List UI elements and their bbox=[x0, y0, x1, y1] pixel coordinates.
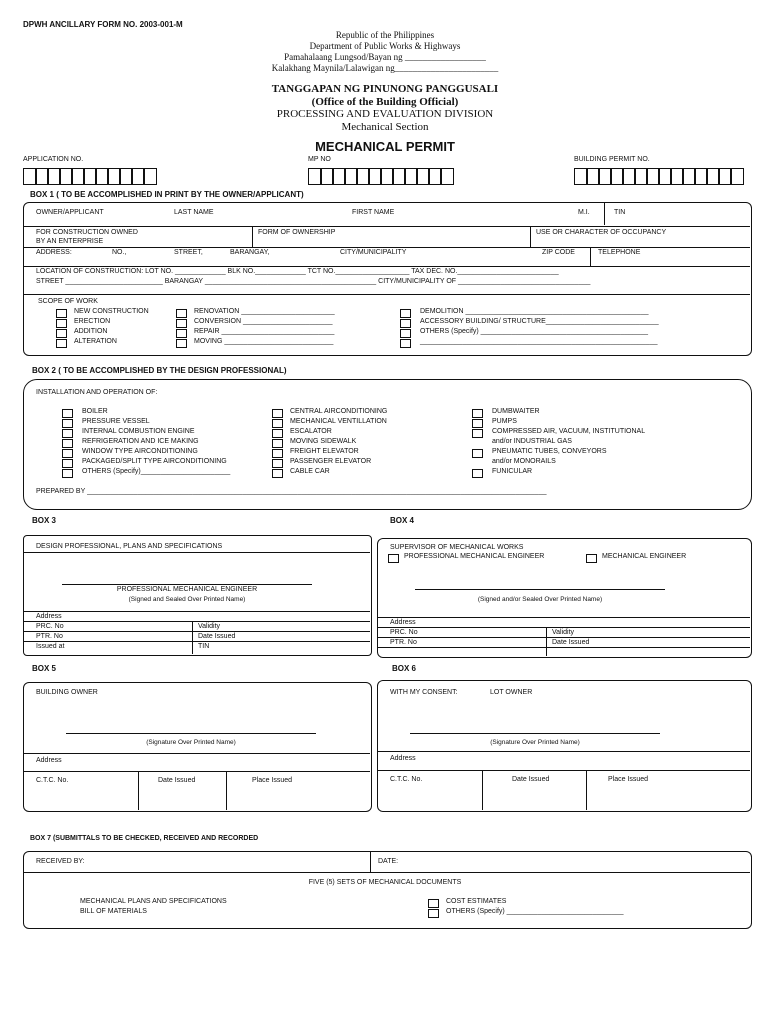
scope-demolition: DEMOLITION _______________________________________________ bbox=[420, 308, 649, 315]
form-code: DPWH ANCILLARY FORM NO. 2003-001-M bbox=[23, 20, 183, 29]
refrigeration-checkbox[interactable] bbox=[62, 439, 73, 448]
box6-sign-note: (Signature Over Printed Name) bbox=[490, 739, 580, 746]
box3-title: BOX 3 bbox=[32, 516, 57, 525]
box3-date-issued: Date Issued bbox=[198, 633, 236, 640]
building-permit-no-cells[interactable] bbox=[574, 168, 748, 185]
first-name-label: FIRST NAME bbox=[352, 209, 395, 216]
box6-address: Address bbox=[390, 755, 416, 762]
others-checkbox[interactable] bbox=[400, 329, 411, 338]
col1-item: BOILER bbox=[82, 408, 108, 415]
office-english: (Office of the Building Official) bbox=[311, 96, 459, 108]
owner-label: OWNER/APPLICANT bbox=[36, 209, 104, 216]
box5-signature-line[interactable] bbox=[66, 733, 316, 734]
box1-title: BOX 1 ( TO BE ACCOMPLISHED IN PRINT BY THE OWNER/APPLICANT) bbox=[30, 190, 304, 199]
col2-item: MOVING SIDEWALK bbox=[290, 438, 357, 445]
col1-item: PACKAGED/SPLIT TYPE AIRCONDITIONING bbox=[82, 458, 227, 465]
city-label: CITY/MUNICIPALITY bbox=[340, 249, 407, 256]
box3-signature-line[interactable] bbox=[62, 584, 312, 585]
division: PROCESSING AND EVALUATION DIVISION bbox=[276, 108, 494, 120]
box5-title: BOX 5 bbox=[32, 664, 57, 673]
scope-others-line: _____________________________________________________________ bbox=[420, 338, 658, 345]
col3-item: PUMPS bbox=[492, 418, 517, 425]
prof-mech-eng-checkbox[interactable] bbox=[388, 554, 399, 563]
box3-address: Address bbox=[36, 613, 62, 620]
box6-lot-owner: LOT OWNER bbox=[490, 689, 533, 696]
box3-heading: DESIGN PROFESSIONAL, PLANS AND SPECIFICATIONS bbox=[36, 543, 223, 550]
zip-label: ZIP CODE bbox=[542, 249, 575, 256]
box5-ctc: C.T.C. No. bbox=[36, 777, 69, 784]
bom-label: BILL OF MATERIALS bbox=[80, 908, 147, 915]
col3-item: and/or MONORAILS bbox=[492, 458, 556, 465]
box3-issued-at: Issued at bbox=[36, 643, 65, 650]
box2-title: BOX 2 ( TO BE ACCOMPLISHED BY THE DESIGN PROFESSIONAL) bbox=[32, 366, 287, 375]
box4-heading: SUPERVISOR OF MECHANICAL WORKS bbox=[390, 544, 524, 551]
building-permit-no-label: BUILDING PERMIT NO. bbox=[574, 156, 650, 163]
box4-sign-note: (Signed and/or Sealed Over Printed Name) bbox=[477, 596, 603, 603]
telephone-label: TELEPHONE bbox=[598, 249, 641, 256]
scope-others: OTHERS (Specify) ___________________________________________ bbox=[420, 328, 649, 335]
col2-item: CENTRAL AIRCONDITIONING bbox=[290, 408, 388, 415]
box4-ptr: PTR. No bbox=[390, 639, 417, 646]
alteration-checkbox[interactable] bbox=[56, 339, 67, 348]
col3-item: DUMBWAITER bbox=[492, 408, 540, 415]
address-label: ADDRESS: bbox=[36, 249, 72, 256]
mech-eng-checkbox[interactable] bbox=[586, 554, 597, 563]
header-department: Department of Public Works & Highways bbox=[309, 41, 461, 51]
box5-address: Address bbox=[36, 757, 62, 764]
moving-checkbox[interactable] bbox=[176, 339, 187, 348]
location-line[interactable]: LOCATION OF CONSTRUCTION: LOT NO. _____________ BLK NO._____________ TCT NO.___________________ TAX DEC. NO.__________________________ bbox=[36, 268, 559, 275]
barangay-label: BARANGAY, bbox=[230, 249, 270, 256]
col3-item: and/or INDUSTRIAL GAS bbox=[492, 438, 572, 445]
cost-estimates-label: COST ESTIMATES bbox=[446, 898, 507, 905]
freight-checkbox[interactable] bbox=[272, 449, 283, 458]
box4-date-issued: Date Issued bbox=[552, 639, 590, 646]
street-line[interactable]: STREET _________________________ BARANGAY ____________________________________________ CITY/MUNICIPALITY OF __________________________________ bbox=[36, 278, 591, 285]
col1-item: INTERNAL COMBUSTION ENGINE bbox=[82, 428, 195, 435]
mi-label: M.I. bbox=[578, 209, 590, 216]
box6-date-issued: Date Issued bbox=[512, 776, 550, 783]
application-no-label: APPLICATION NO. bbox=[23, 156, 84, 163]
ownership-label: FORM OF OWNERSHIP bbox=[258, 229, 336, 236]
box3-validity: Validity bbox=[198, 623, 221, 630]
construction-owned-label: FOR CONSTRUCTION OWNED bbox=[36, 229, 138, 236]
col1-item: OTHERS (Specify)_______________________ bbox=[82, 468, 231, 475]
application-no-cells[interactable] bbox=[23, 168, 167, 185]
box4-opt2: MECHANICAL ENGINEER bbox=[602, 553, 687, 560]
col2-item: PASSENGER ELEVATOR bbox=[290, 458, 372, 465]
col3-item: PNEUMATIC TUBES, CONVEYORS bbox=[492, 448, 607, 455]
window-ac-checkbox[interactable] bbox=[62, 449, 73, 458]
col1-item: WINDOW TYPE AIRCONDITIONING bbox=[82, 448, 198, 455]
col3-item: COMPRESSED AIR, VACUUM, INSTITUTIONAL bbox=[492, 428, 646, 435]
received-by-label: RECEIVED BY: bbox=[36, 858, 85, 865]
no-label: NO., bbox=[112, 249, 127, 256]
cable-car-checkbox[interactable] bbox=[272, 469, 283, 478]
prepared-by[interactable]: PREPARED BY ______________________________________________________________________________________________________________________ bbox=[36, 488, 547, 495]
scope-addition: ADDITION bbox=[74, 328, 108, 335]
box5-heading: BUILDING OWNER bbox=[36, 689, 98, 696]
box5-date-issued: Date Issued bbox=[158, 777, 196, 784]
box4-validity: Validity bbox=[552, 629, 575, 636]
box4-prc: PRC. No bbox=[390, 629, 418, 636]
tin-label: TIN bbox=[614, 209, 626, 216]
by-enterprise-label: BY AN ENTERPRISE bbox=[36, 238, 104, 245]
col2-item: ESCALATOR bbox=[290, 428, 332, 435]
pressure-vessel-checkbox[interactable] bbox=[62, 419, 73, 428]
scope-renovation: RENOVATION ________________________ bbox=[194, 308, 335, 315]
renovation-checkbox[interactable] bbox=[176, 309, 187, 318]
col2-item: CABLE CAR bbox=[290, 468, 330, 475]
box6-consent: WITH MY CONSENT: bbox=[390, 689, 458, 696]
compressed-air-checkbox[interactable] bbox=[472, 429, 483, 438]
cost-estimates-checkbox[interactable] bbox=[428, 899, 439, 908]
pneumatic-checkbox[interactable] bbox=[472, 449, 483, 458]
scope-conversion: CONVERSION _______________________ bbox=[194, 318, 333, 325]
box3-sign-note: (Signed and Sealed Over Printed Name) bbox=[128, 596, 246, 603]
repair-checkbox[interactable] bbox=[176, 329, 187, 338]
funicular-checkbox[interactable] bbox=[472, 469, 483, 478]
box6-signature-line[interactable] bbox=[410, 733, 660, 734]
col1-item: PRESSURE VESSEL bbox=[82, 418, 150, 425]
box5-place-issued: Place Issued bbox=[252, 777, 293, 784]
street-label: STREET, bbox=[174, 249, 203, 256]
ice-engine-checkbox[interactable] bbox=[62, 429, 73, 438]
accessory-checkbox[interactable] bbox=[400, 319, 411, 328]
scope-alteration: ALTERATION bbox=[74, 338, 117, 345]
col1-item: REFRIGERATION AND ICE MAKING bbox=[82, 438, 199, 445]
box6-title: BOX 6 bbox=[392, 664, 417, 673]
header-republic: Republic of the Philippines bbox=[335, 30, 435, 40]
section: Mechanical Section bbox=[341, 121, 429, 133]
scope-moving: MOVING ____________________________ bbox=[194, 338, 334, 345]
scope-accessory: ACCESSORY BUILDING/ STRUCTURE_____________________________ bbox=[420, 318, 659, 325]
mp-no-cells[interactable] bbox=[308, 168, 458, 185]
dumbwaiter-checkbox[interactable] bbox=[472, 409, 483, 418]
central-ac-checkbox[interactable] bbox=[272, 409, 283, 418]
addition-checkbox[interactable] bbox=[56, 329, 67, 338]
box4-opt1: PROFESSIONAL MECHANICAL ENGINEER bbox=[404, 553, 545, 560]
box6-place-issued: Place Issued bbox=[608, 776, 649, 783]
five-sets-heading: FIVE (5) SETS OF MECHANICAL DOCUMENTS bbox=[308, 879, 462, 886]
box5-sign-note: (Signature Over Printed Name) bbox=[146, 739, 236, 746]
box4-title: BOX 4 bbox=[390, 516, 415, 525]
install-label: INSTALLATION AND OPERATION OF: bbox=[36, 389, 158, 396]
scope-erection: ERECTION bbox=[74, 318, 111, 325]
pumps-checkbox[interactable] bbox=[472, 419, 483, 428]
demolition-checkbox[interactable] bbox=[400, 309, 411, 318]
others-2-checkbox[interactable] bbox=[400, 339, 411, 348]
box5 bbox=[23, 682, 372, 812]
split-ac-checkbox[interactable] bbox=[62, 459, 73, 468]
box3-tin: TIN bbox=[198, 643, 210, 650]
erection-checkbox[interactable] bbox=[56, 319, 67, 328]
date-label: DATE: bbox=[378, 858, 399, 865]
box3-ptr: PTR. No bbox=[36, 633, 63, 640]
col3-item: FUNICULAR bbox=[492, 468, 533, 475]
boiler-checkbox[interactable] bbox=[62, 409, 73, 418]
header-city: Pamahalaang Lungsod/Bayan ng __________________ bbox=[284, 52, 486, 62]
box7-title: BOX 7 (SUBMITTALS TO BE CHECKED, RECEIVED AND RECORDED bbox=[30, 835, 259, 842]
conversion-checkbox[interactable] bbox=[176, 319, 187, 328]
box7-others-label: OTHERS (Specify) ______________________________ bbox=[446, 908, 624, 915]
escalator-checkbox[interactable] bbox=[272, 429, 283, 438]
ventilation-checkbox[interactable] bbox=[272, 419, 283, 428]
use-label: USE OR CHARACTER OF OCCUPANCY bbox=[536, 229, 667, 236]
header-metro: Kalakhang Maynila/Lalawigan ng_______________________ bbox=[271, 63, 499, 73]
box6-ctc: C.T.C. No. bbox=[390, 776, 423, 783]
box4-address: Address bbox=[390, 619, 416, 626]
page-title: MECHANICAL PERMIT bbox=[315, 139, 455, 154]
mp-no-label: MP NO bbox=[308, 156, 331, 163]
last-name-label: LAST NAME bbox=[174, 209, 214, 216]
mech-plans-label: MECHANICAL PLANS AND SPECIFICATIONS bbox=[80, 898, 227, 905]
passenger-checkbox[interactable] bbox=[272, 459, 283, 468]
box6 bbox=[377, 680, 752, 812]
box3-prc: PRC. No bbox=[36, 623, 64, 630]
scope-new-construction: NEW CONSTRUCTION bbox=[74, 308, 149, 315]
col2-item: FREIGHT ELEVATOR bbox=[290, 448, 359, 455]
box7-others-checkbox[interactable] bbox=[428, 909, 439, 918]
col2-item: MECHANICAL VENTILLATION bbox=[290, 418, 387, 425]
scope-label: SCOPE OF WORK bbox=[38, 298, 98, 305]
office-tagalog: TANGGAPAN NG PINUNONG PANGGUSALI bbox=[271, 83, 499, 95]
new-construction-checkbox[interactable] bbox=[56, 309, 67, 318]
box3-signer: PROFESSIONAL MECHANICAL ENGINEER bbox=[116, 586, 258, 593]
scope-repair: REPAIR _____________________________ bbox=[194, 328, 335, 335]
sidewalk-checkbox[interactable] bbox=[272, 439, 283, 448]
box4-signature-line[interactable] bbox=[415, 589, 665, 590]
col1-others-checkbox[interactable] bbox=[62, 469, 73, 478]
